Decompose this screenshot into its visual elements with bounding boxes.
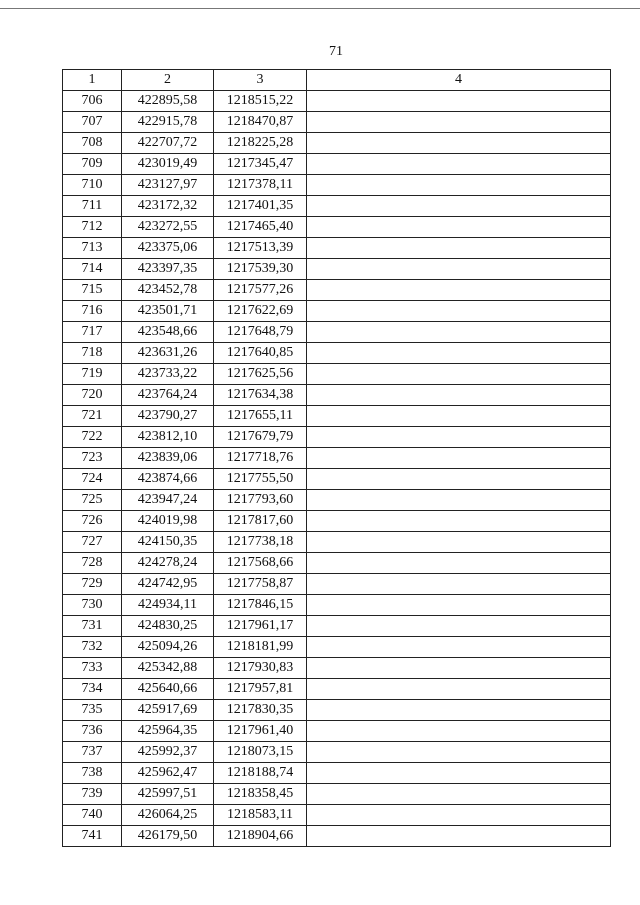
note-cell (307, 112, 611, 133)
note-cell (307, 532, 611, 553)
table-row (63, 343, 611, 364)
point-number-cell: 722 (63, 427, 122, 448)
y-coordinate-cell: 1218073,15 (214, 742, 307, 763)
table-header-row (63, 70, 611, 91)
note-cell (307, 238, 611, 259)
note-cell (307, 406, 611, 427)
table-row (63, 91, 611, 112)
x-coordinate-cell: 423874,66 (122, 469, 214, 490)
x-coordinate-cell: 423812,10 (122, 427, 214, 448)
page-number: 71 (329, 44, 343, 59)
y-coordinate-cell: 1217846,15 (214, 595, 307, 616)
y-coordinate-cell: 1218515,22 (214, 91, 307, 112)
y-coordinate-cell: 1218181,99 (214, 637, 307, 658)
table-row (63, 406, 611, 427)
x-coordinate-cell: 424019,98 (122, 511, 214, 532)
table-row (63, 175, 611, 196)
x-coordinate-cell: 423501,71 (122, 301, 214, 322)
table-row (63, 826, 611, 847)
table-row (63, 238, 611, 259)
point-number-cell: 735 (63, 700, 122, 721)
table-row (63, 763, 611, 784)
y-coordinate-cell: 1217793,60 (214, 490, 307, 511)
x-coordinate-cell: 425997,51 (122, 784, 214, 805)
note-cell (307, 448, 611, 469)
x-coordinate-cell: 423764,24 (122, 385, 214, 406)
note-cell (307, 91, 611, 112)
note-cell (307, 658, 611, 679)
x-coordinate-cell: 426064,25 (122, 805, 214, 826)
y-coordinate-cell: 1217513,39 (214, 238, 307, 259)
point-number-cell: 732 (63, 637, 122, 658)
point-number-cell: 720 (63, 385, 122, 406)
y-coordinate-cell: 1217957,81 (214, 679, 307, 700)
table-row (63, 280, 611, 301)
note-cell (307, 196, 611, 217)
table-row (63, 595, 611, 616)
point-number-cell: 731 (63, 616, 122, 637)
point-number-cell: 716 (63, 301, 122, 322)
x-coordinate-cell: 423947,24 (122, 490, 214, 511)
note-cell (307, 490, 611, 511)
point-number-cell: 708 (63, 133, 122, 154)
y-coordinate-cell: 1218583,11 (214, 805, 307, 826)
table-row (63, 574, 611, 595)
point-number-cell: 717 (63, 322, 122, 343)
x-coordinate-cell: 424150,35 (122, 532, 214, 553)
x-coordinate-cell: 425992,37 (122, 742, 214, 763)
point-number-cell: 734 (63, 679, 122, 700)
x-coordinate-cell: 423397,35 (122, 259, 214, 280)
y-coordinate-cell: 1218188,74 (214, 763, 307, 784)
note-cell (307, 679, 611, 700)
x-coordinate-cell: 424830,25 (122, 616, 214, 637)
table-row (63, 259, 611, 280)
y-coordinate-cell: 1218358,45 (214, 784, 307, 805)
y-coordinate-cell: 1217568,66 (214, 553, 307, 574)
note-cell (307, 133, 611, 154)
note-cell (307, 805, 611, 826)
point-number-cell: 711 (63, 196, 122, 217)
x-coordinate-cell: 426179,50 (122, 826, 214, 847)
table-row (63, 385, 611, 406)
table-row (63, 553, 611, 574)
note-cell (307, 385, 611, 406)
x-coordinate-cell: 423790,27 (122, 406, 214, 427)
point-number-cell: 727 (63, 532, 122, 553)
note-cell (307, 154, 611, 175)
table-row (63, 805, 611, 826)
table-row (63, 616, 611, 637)
note-cell (307, 217, 611, 238)
y-coordinate-cell: 1217648,79 (214, 322, 307, 343)
table-row (63, 154, 611, 175)
note-cell (307, 700, 611, 721)
table-row (63, 511, 611, 532)
x-coordinate-cell: 423172,32 (122, 196, 214, 217)
y-coordinate-cell: 1217930,83 (214, 658, 307, 679)
note-cell (307, 511, 611, 532)
x-coordinate-cell: 425917,69 (122, 700, 214, 721)
y-coordinate-cell: 1217758,87 (214, 574, 307, 595)
point-number-cell: 712 (63, 217, 122, 238)
note-cell (307, 595, 611, 616)
x-coordinate-cell: 425342,88 (122, 658, 214, 679)
note-cell (307, 427, 611, 448)
point-number-cell: 741 (63, 826, 122, 847)
point-number-cell: 740 (63, 805, 122, 826)
x-coordinate-cell: 423375,06 (122, 238, 214, 259)
x-coordinate-cell: 423548,66 (122, 322, 214, 343)
table-row (63, 637, 611, 658)
point-number-cell: 710 (63, 175, 122, 196)
point-number-cell: 738 (63, 763, 122, 784)
table-row (63, 532, 611, 553)
table-row (63, 322, 611, 343)
x-coordinate-cell: 425094,26 (122, 637, 214, 658)
x-coordinate-cell: 423631,26 (122, 343, 214, 364)
table-row (63, 658, 611, 679)
y-coordinate-cell: 1218904,66 (214, 826, 307, 847)
point-number-cell: 737 (63, 742, 122, 763)
column-header-2: 2 (122, 70, 214, 91)
y-coordinate-cell: 1217625,56 (214, 364, 307, 385)
point-number-cell: 715 (63, 280, 122, 301)
point-number-cell: 724 (63, 469, 122, 490)
y-coordinate-cell: 1218225,28 (214, 133, 307, 154)
y-coordinate-cell: 1217539,30 (214, 259, 307, 280)
table-row (63, 364, 611, 385)
note-cell (307, 553, 611, 574)
y-coordinate-cell: 1217755,50 (214, 469, 307, 490)
scan-border-line (0, 8, 640, 9)
point-number-cell: 739 (63, 784, 122, 805)
note-cell (307, 784, 611, 805)
note-cell (307, 616, 611, 637)
y-coordinate-cell: 1217634,38 (214, 385, 307, 406)
point-number-cell: 726 (63, 511, 122, 532)
y-coordinate-cell: 1217345,47 (214, 154, 307, 175)
column-header-3: 3 (214, 70, 307, 91)
table-row (63, 196, 611, 217)
table-body (63, 91, 611, 847)
point-number-cell: 728 (63, 553, 122, 574)
note-cell (307, 322, 611, 343)
table-row (63, 679, 611, 700)
y-coordinate-cell: 1217401,35 (214, 196, 307, 217)
x-coordinate-cell: 425640,66 (122, 679, 214, 700)
x-coordinate-cell: 424278,24 (122, 553, 214, 574)
x-coordinate-cell: 423127,97 (122, 175, 214, 196)
point-number-cell: 713 (63, 238, 122, 259)
y-coordinate-cell: 1217577,26 (214, 280, 307, 301)
y-coordinate-cell: 1217738,18 (214, 532, 307, 553)
coordinates-table (62, 69, 611, 847)
x-coordinate-cell: 422707,72 (122, 133, 214, 154)
x-coordinate-cell: 425964,35 (122, 721, 214, 742)
table-row (63, 448, 611, 469)
point-number-cell: 707 (63, 112, 122, 133)
table-row (63, 700, 611, 721)
x-coordinate-cell: 423272,55 (122, 217, 214, 238)
note-cell (307, 826, 611, 847)
table-row (63, 133, 611, 154)
note-cell (307, 721, 611, 742)
y-coordinate-cell: 1217961,17 (214, 616, 307, 637)
point-number-cell: 706 (63, 91, 122, 112)
x-coordinate-cell: 425962,47 (122, 763, 214, 784)
y-coordinate-cell: 1217622,69 (214, 301, 307, 322)
x-coordinate-cell: 424934,11 (122, 595, 214, 616)
note-cell (307, 343, 611, 364)
point-number-cell: 730 (63, 595, 122, 616)
point-number-cell: 721 (63, 406, 122, 427)
y-coordinate-cell: 1218470,87 (214, 112, 307, 133)
x-coordinate-cell: 423733,22 (122, 364, 214, 385)
table-row (63, 721, 611, 742)
note-cell (307, 763, 611, 784)
note-cell (307, 259, 611, 280)
point-number-cell: 729 (63, 574, 122, 595)
x-coordinate-cell: 422895,58 (122, 91, 214, 112)
column-header-1: 1 (63, 70, 122, 91)
column-header-4: 4 (307, 70, 611, 91)
table-row (63, 784, 611, 805)
y-coordinate-cell: 1217640,85 (214, 343, 307, 364)
point-number-cell: 736 (63, 721, 122, 742)
point-number-cell: 733 (63, 658, 122, 679)
x-coordinate-cell: 423019,49 (122, 154, 214, 175)
note-cell (307, 742, 611, 763)
table-row (63, 112, 611, 133)
point-number-cell: 709 (63, 154, 122, 175)
point-number-cell: 719 (63, 364, 122, 385)
table-row (63, 742, 611, 763)
x-coordinate-cell: 423839,06 (122, 448, 214, 469)
y-coordinate-cell: 1217378,11 (214, 175, 307, 196)
table-row (63, 427, 611, 448)
table-row (63, 217, 611, 238)
x-coordinate-cell: 423452,78 (122, 280, 214, 301)
x-coordinate-cell: 424742,95 (122, 574, 214, 595)
x-coordinate-cell: 422915,78 (122, 112, 214, 133)
y-coordinate-cell: 1217655,11 (214, 406, 307, 427)
table-row (63, 469, 611, 490)
point-number-cell: 725 (63, 490, 122, 511)
note-cell (307, 280, 611, 301)
table-row (63, 301, 611, 322)
note-cell (307, 301, 611, 322)
note-cell (307, 637, 611, 658)
point-number-cell: 714 (63, 259, 122, 280)
point-number-cell: 723 (63, 448, 122, 469)
y-coordinate-cell: 1217817,60 (214, 511, 307, 532)
note-cell (307, 364, 611, 385)
y-coordinate-cell: 1217830,35 (214, 700, 307, 721)
note-cell (307, 175, 611, 196)
y-coordinate-cell: 1217465,40 (214, 217, 307, 238)
y-coordinate-cell: 1217961,40 (214, 721, 307, 742)
note-cell (307, 469, 611, 490)
point-number-cell: 718 (63, 343, 122, 364)
note-cell (307, 574, 611, 595)
table-row (63, 490, 611, 511)
y-coordinate-cell: 1217679,79 (214, 427, 307, 448)
y-coordinate-cell: 1217718,76 (214, 448, 307, 469)
